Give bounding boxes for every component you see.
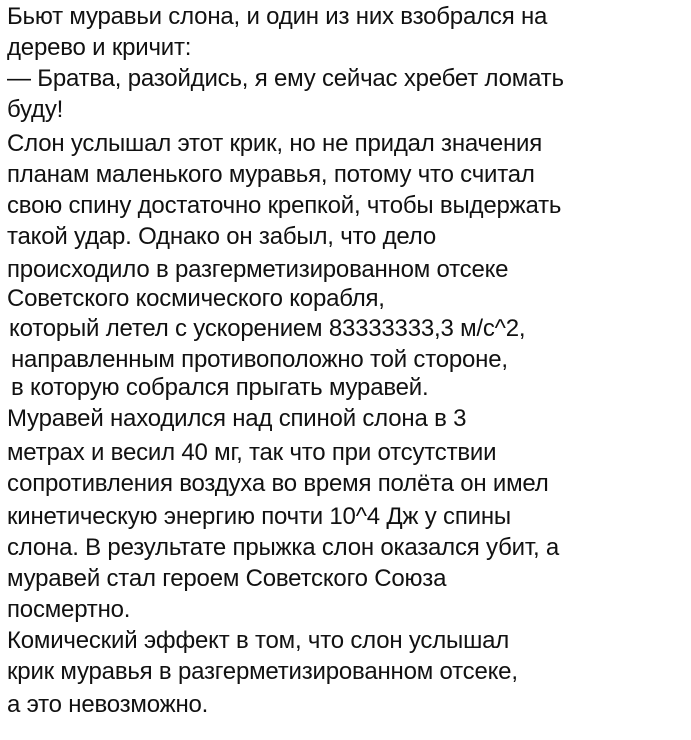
text-line: в которую собрался прыгать муравей. bbox=[11, 374, 429, 401]
text-line: муравей стал героем Советского Союза bbox=[7, 565, 447, 592]
text-line: происходило в разгерметизированном отсеке bbox=[7, 256, 509, 283]
text-line: слона. В результате прыжка слон оказался убит, а bbox=[7, 534, 560, 561]
text-line: Муравей находился над спиной слона в 3 bbox=[7, 405, 467, 432]
text-line: Советского космического корабля, bbox=[7, 285, 385, 312]
text-line: а это невозможно. bbox=[7, 691, 209, 718]
text-line: Слон услышал этот крик, но не придал значения bbox=[7, 130, 543, 157]
text-line: метрах и весил 40 мг, так что при отсутствии bbox=[7, 439, 497, 466]
text-line: посмертно. bbox=[7, 596, 131, 623]
text-line: Бьют муравьи слона, и один из них взобрался на bbox=[7, 3, 548, 30]
text-line: Комический эффект в том, что слон услышал bbox=[7, 627, 510, 654]
text-line: кинетическую энергию почти 10^4 Дж у спины bbox=[7, 503, 511, 530]
text-line: буду! bbox=[7, 96, 64, 123]
text-line: такой удар. Однако он забыл, что дело bbox=[7, 223, 437, 250]
text-line: свою спину достаточно крепкой, чтобы выдержать bbox=[7, 192, 562, 219]
text-line: который летел с ускорением 83333333,3 м/с^2, bbox=[9, 315, 526, 342]
text-line: — Братва, разойдись, я ему сейчас хребет ломать bbox=[7, 65, 564, 92]
text-line: дерево и кричит: bbox=[7, 34, 192, 61]
text-line: крик муравья в разгерметизированном отсеке, bbox=[7, 658, 518, 685]
text-line: сопротивления воздуха во время полёта он имел bbox=[7, 470, 549, 497]
text-line: планам маленького муравья, потому что считал bbox=[7, 161, 535, 188]
text-line: направленным противоположно той стороне, bbox=[11, 346, 508, 373]
